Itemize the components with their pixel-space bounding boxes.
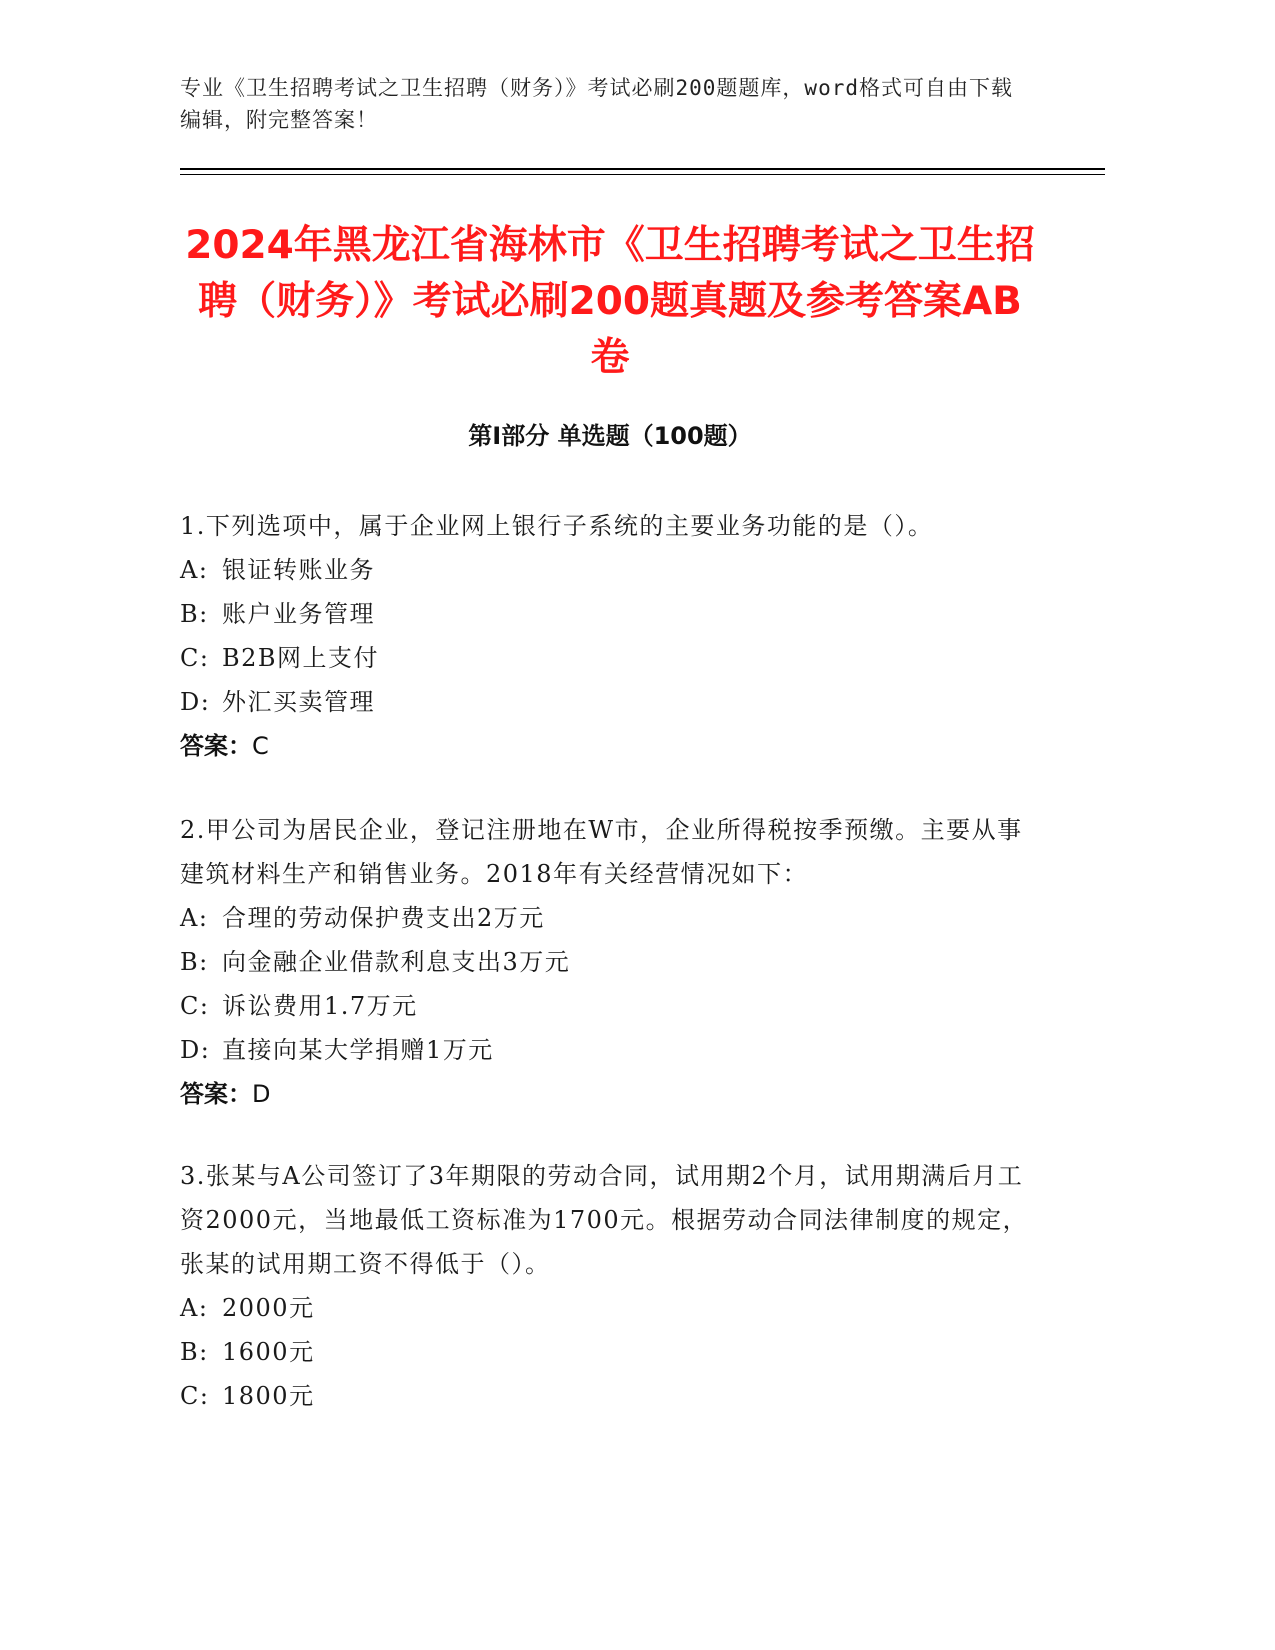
option-text: 账户业务管理 [222,600,375,628]
question-2 [180,808,1040,1116]
option-text: 向金融企业借款利息支出3万元 [222,948,571,976]
header-divider-thin [180,174,1105,175]
option-c [180,636,1040,680]
option-key: C: [180,1382,210,1410]
option-key: B: [180,1338,209,1366]
option-text: 银证转账业务 [222,556,375,584]
option-text: 合理的劳动保护费支出2万元 [222,904,545,932]
option-a [180,896,1040,940]
option-a [180,1286,1040,1330]
answer-line [180,724,1040,768]
option-b [180,1330,1040,1374]
question-1 [180,504,1040,768]
header-note: 专业《卫生招聘考试之卫生招聘（财务）》考试必刷200题题库，word格式可自由下载编辑，附完整答案！ [180,76,1013,132]
option-text: 1800元 [222,1382,315,1410]
option-d [180,680,1040,724]
option-b [180,940,1040,984]
option-text: 外汇买卖管理 [222,688,375,716]
option-key: A: [180,1294,209,1322]
option-text: 2000元 [222,1294,315,1322]
option-text: B2B网上支付 [222,644,380,672]
option-text: 直接向某大学捐赠1万元 [222,1036,494,1064]
answer-value: D [252,1080,271,1108]
option-key: A: [180,904,209,932]
option-key: B: [180,600,209,628]
option-c [180,984,1040,1028]
option-a [180,548,1040,592]
answer-value: C [252,732,269,760]
header-divider-thick [180,168,1105,170]
question-stem: 2.甲公司为居民企业，登记注册地在W市，企业所得税按季预缴。主要从事建筑材料生产和销售业务。2018年有关经营情况如下： [180,816,1023,888]
section-title: 第I部分 单选题（100题） [468,422,752,450]
option-key: C: [180,644,210,672]
option-c [180,1374,1040,1418]
option-key: D: [180,688,211,716]
option-text: 1600元 [222,1338,315,1366]
option-b [180,592,1040,636]
answer-line [180,1072,1040,1116]
question-stem: 1.下列选项中，属于企业网上银行子系统的主要业务功能的是（）。 [180,512,934,540]
question-stem: 3.张某与A公司签订了3年期限的劳动合同，试用期2个月，试用期满后月工资2000元，当地最低工资标准为1700元。根据劳动合同法律制度的规定，张某的试用期工资不得低于（）。 [180,1162,1029,1278]
option-text: 诉讼费用1.7万元 [222,992,418,1020]
option-key: A: [180,556,209,584]
option-key: D: [180,1036,211,1064]
option-d [180,1028,1040,1072]
option-key: B: [180,948,209,976]
document-title: 2024年黑龙江省海林市《卫生招聘考试之卫生招聘（财务）》考试必刷200题真题及参考答案AB卷 [185,223,1035,380]
question-3 [180,1154,1040,1418]
option-key: C: [180,992,210,1020]
answer-label: 答案： [180,1080,252,1108]
answer-label: 答案： [180,732,252,760]
